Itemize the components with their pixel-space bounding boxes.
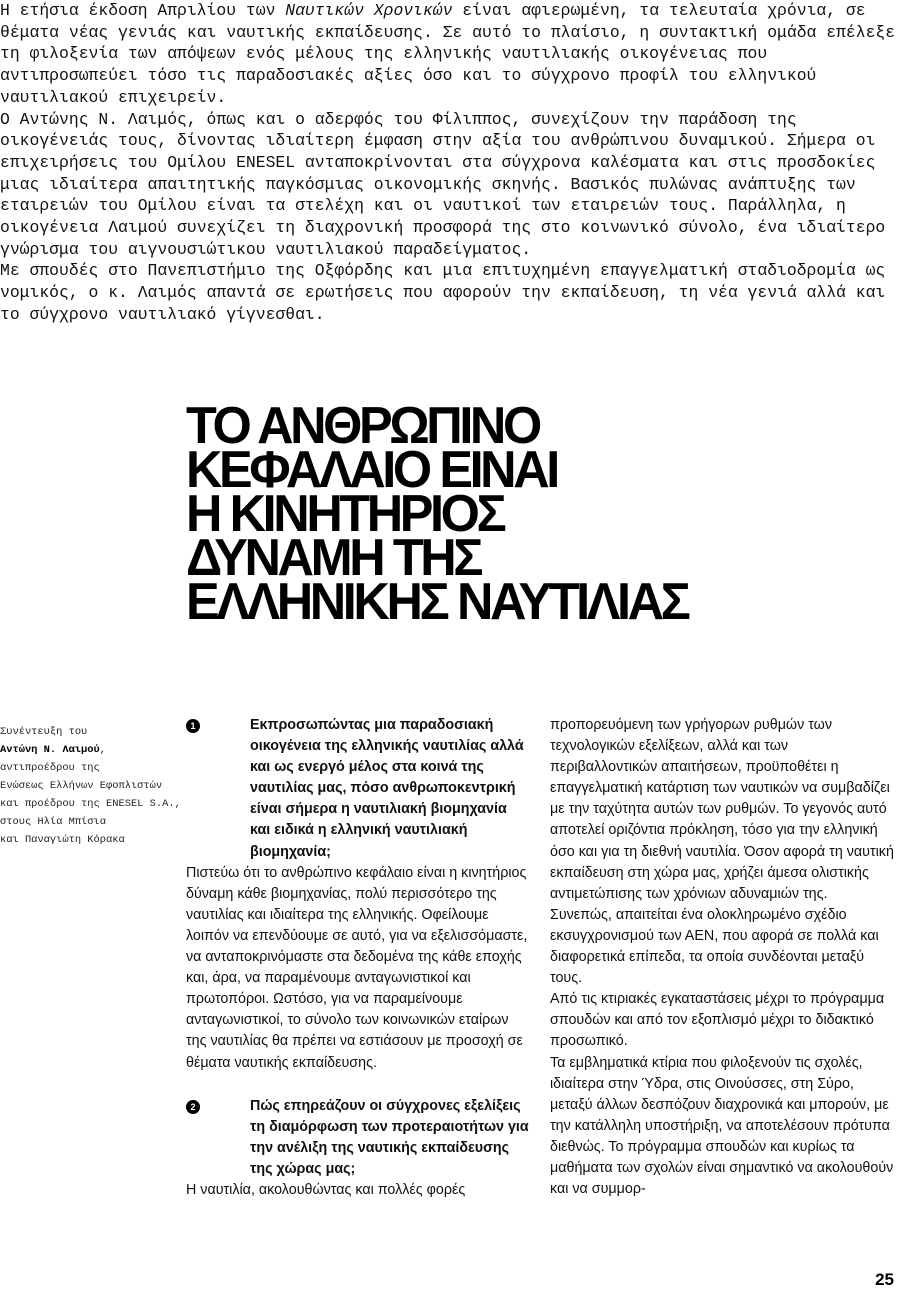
intro-paragraph-3: Με σπουδές στο Πανεπιστήμιο της Οξφόρδης και μια επιτυχημένη επαγγελματική σταδιοδρομία ως νομικός, ο κ. Λαιμός απαντά σε ερωτήσεις που αφορούν την εκπαίδευση, τη νέα γενιά αλλά και το σύγχρονο ναυτιλιακό γίγνεσθαι. bbox=[0, 261, 886, 324]
answer-1: Πιστεύω ότι το ανθρώπινο κεφάλαιο είναι η κινητήριος δύναμη κάθε βιομηχανίας, πολύ περισσότερο της ναυτιλίας και ιδιαίτερα της ελληνικής. Οφείλουμε λοιπόν να επενδύουμε σε αυτό, για να εξελισσόμαστε, να ανταποκρινόμαστε στα δεδομένα της κάθε εποχής και, άρα, να παραμένουμε ανταγωνιστικοί και πρωτοπόροι. Ωστόσο, για να παραμείνουμε ανταγωνιστικοί, το σύνολο των κοινωνικών εταίρων της ναυτιλίας θα πρέπει να εστιάσουν με προσοχή σε θέματα ναυτικής εκπαίδευσης. bbox=[186, 864, 528, 1071]
credits-line: στους Ηλία Μπίσια bbox=[0, 816, 107, 828]
intro-paragraph-1 bbox=[0, 0, 902, 109]
intro-p1-end: είναι αφιερωμένη, τα τελευταία χρόνια, σε θέματα νέας γενιάς και ναυτικής εκπαίδευσης. Σε αυτό το πλαίσιο, η συντακτική ομάδα επέλεξε τη φιλοξενία των απόψεων ενός μέλους της ελληνικής ναυτιλιακής οικογένειας που αντιπροσωπεύει τόσο τις παραδοσιακές αξίες όσο και το σύγχρονο προφίλ του ελληνικού ναυτιλιακού επιχειρείν. bbox=[0, 1, 896, 107]
question-2-text: Πώς επηρεάζουν οι σύγχρονες εξελίξεις τη διαμόρφωση των προτεραιοτήτων για την ανέλιξη της ναυτικής εκπαίδευσης της χώρας μας; bbox=[250, 1097, 529, 1177]
question-1 bbox=[186, 715, 530, 863]
question-number-badge: 1 bbox=[186, 719, 200, 733]
credits-line: και Παναγιώτη Κόρακα bbox=[0, 834, 125, 846]
spacer bbox=[186, 1074, 530, 1096]
intro-p1-start: Η ετήσια έκδοση Απριλίου των bbox=[0, 1, 286, 20]
answer-2-start: Η ναυτιλία, ακολουθώντας και πολλές φορές bbox=[186, 1181, 466, 1198]
column-2-paragraph: Από τις κτιριακές εγκαταστάσεις μέχρι το πρόγραμμα σπουδών και από τον εξοπλισμό μέχρι το διδακτικό προσωπικό. bbox=[550, 991, 885, 1050]
question-1-text: Εκπροσωπώντας μια παραδοσιακή οικογένεια της ελληνικής ναυτιλίας αλλά και ως ενεργό μέλος στα κοινά της ναυτιλίας μας, πόσο ανθρωποκεντρική είναι σήμερα η ναυτιλιακή βιομηχανία και ειδικά η ελληνική ναυτιλιακή βιομηχανία; bbox=[250, 717, 524, 860]
column-2-paragraph: προπορευόμενη των γρήγορων ρυθμών των τεχνολογικών εξελίξεων, αλλά και των περιβαλλοντικών απαιτήσεων, προϋποθέτει η επαγγελματική κατάρτιση των ναυτικών να συμβαδίζει με την ταχύτητα αυτών των ρυθμών. Το γεγονός αυτό αποτελεί οριζόντια πρόκληση, τόσο για την ελληνική όσο και για τη διεθνή ναυτιλία. Όσον αφορά τη ναυτική εκπαίδευση στη χώρα μας, χρήζει άμεσα ολιστικής αντιμετώπισης των χρόνιων αδυναμιών της. bbox=[550, 717, 894, 902]
headline-line: ΕΛΛΗΝΙΚΗΣ ΝΑΥΤΙΛΙΑΣ bbox=[186, 573, 688, 631]
headline-line: ΔΥΝΑΜΗ ΤΗΣ bbox=[186, 529, 481, 587]
publication-title: Ναυτικών Χρονικών bbox=[285, 1, 453, 20]
question-number-badge: 2 bbox=[186, 1100, 200, 1114]
article-column-2 bbox=[550, 715, 895, 1200]
column-2-paragraph: Τα εμβληματικά κτίρια που φιλοξενούν τις σχολές, ιδιαίτερα στην Ύδρα, στις Οινούσσες, στη Σύρο, μεταξύ άλλων δεσπόζουν διαχρονικά και μπορούν, με την κατάλληλη υποστήριξη, να αποτελέσουν πρότυπα διεθνώς. Το πρόγραμμα σπουδών και κυρίως τα μαθήματα των σχολών είναι σημαντικό να ακολουθούν και να συμμορ- bbox=[550, 1054, 894, 1198]
interview-credits bbox=[0, 723, 180, 849]
intro-paragraph-2: Ο Αντώνης Ν. Λαιμός, όπως και ο αδερφός του Φίλιππος, συνεχίζουν την παράδοση της οικογένειάς τους, δίνοντας ιδιαίτερη έμφαση στην αξία του ανθρώπινου δυναμικού. Σήμερα οι επιχειρήσεις του Ομίλου ENESEL ανταποκρίνονται στα σύγχρονα καλέσματα και στις προσδοκίες μιας ιδιαίτερα απαιτητικής παγκόσμιας οικονομικής σκηνής. Βασικός πυλώνας ανάπτυξης των εταιρειών του Ομίλου είναι τα στελέχη και οι ναυτικοί των εταιρειών τους. Παράλληλα, η οικογένεια Λαιμού συνεχίζει τη διαχρονική προσφορά της στο κοινωνικό σύνολο, ένα ιδιαίτερο γνώρισμα του αιγνουσιώτικου ναυτιλιακού παραδείγματος. bbox=[0, 109, 886, 259]
headline-line: Η ΚΙΝΗΤΗΡΙΟΣ bbox=[186, 485, 504, 543]
article-column-1 bbox=[186, 715, 530, 1201]
question-2 bbox=[186, 1096, 530, 1180]
page-number: 25 bbox=[875, 1270, 894, 1289]
headline-line: ΤΟ ΑΝΘΡΩΠΙΝΟ bbox=[186, 397, 539, 455]
credits-line: Ενώσεως Ελλήνων Εφοπλιστών bbox=[0, 780, 163, 792]
intro-text bbox=[0, 0, 902, 326]
credits-line: και προέδρου της ENESEL S.A., bbox=[0, 798, 181, 810]
credits-line: αντιπροέδρου της bbox=[0, 762, 100, 774]
headline-line: ΚΕΦΑΛΑΙΟ ΕΙΝΑΙ bbox=[186, 441, 557, 499]
credits-name-line bbox=[0, 741, 180, 759]
interviewee-name: Αντώνη Ν. Λαιμού bbox=[0, 744, 100, 756]
credits-comma: , bbox=[99, 744, 107, 756]
column-2-paragraph: Συνεπώς, απαιτείται ένα ολοκληρωμένο σχέδιο εκσυγχρονισμού των ΑΕΝ, που αφορά σε πολλά και διαφορετικά επίπεδα, τα οποία συνδέονται μεταξύ τους. bbox=[550, 906, 879, 987]
credits-line: Συνέντευξη του bbox=[0, 726, 88, 738]
article-headline bbox=[186, 397, 865, 631]
